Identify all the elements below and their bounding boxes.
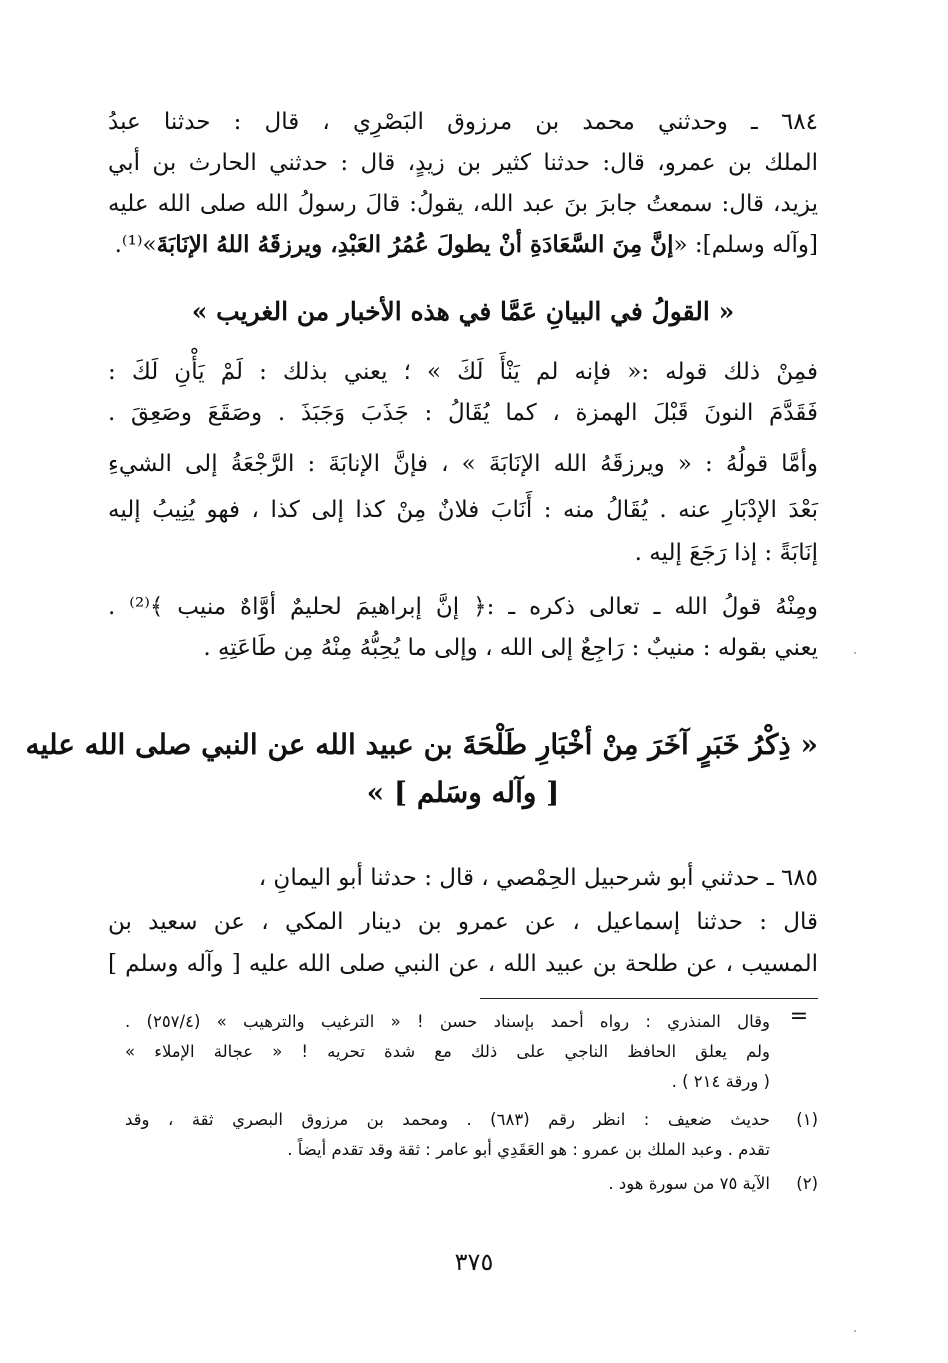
hadith-685-line-1: ٦٨٥ ـ حدثني أبو شرحبيل الحِمْصي ، قال : حدثنا أبو اليمانِ ، [258,865,818,891]
footnote-2-line-1: الآية ٧٥ من سورة هود . [608,1174,770,1193]
footnote-1-line-1: حديث ضعيف : انظر رقم (٦٨٣) . ومحمد بن مرزوق البصري ثقة ، وقد [125,1110,770,1129]
hadith-684-line-3: يزيد، قال: سمعتُ جابرَ بنَ عبد الله، يقولُ: قالَ رسولُ الله صلى الله عليه [108,191,818,217]
footnote-1-number: (١) [796,1110,818,1129]
footnote-cont-line-1: وقال المنذري : رواه أحمد بإسناد حسن ! « الترغيب والترهيب » (٢٥٧/٤) . [125,1012,770,1031]
page-number: ٣٧٥ [454,1248,494,1276]
footnote-cont-line-3: ( ورقة ٢١٤ ) . [671,1072,770,1091]
gloss-line-2: فَقَدَّمَ النونَ قَبْلَ الهمزة ، كما يُقَالُ : جَذَبَ وَجَبَذَ . وصَقَعَ وصَعِقَ . [108,400,818,426]
footnote-separator [480,998,818,999]
gloss-line-5: إنَابَةً : إذا رَجَعَ إليه . [634,540,818,566]
footnote-1-line-2: تقدم . وعبد الملك بن عمرو : هو العَقَدِي أبو عامر : ثقة وقد تقدم أيضاً . [287,1140,770,1159]
gloss-line-3: وأمَّا قولُهُ : « ويرزقَهُ الله الإنَابَةَ » ، فإنَّ الإنابَةَ : الرَّجْعَةُ إلى الشيءِ [108,451,818,477]
hadith-684-matn: إنَّ مِنَ السَّعَادَةِ أنْ يطولَ عُمُرُ العَبْدِ، ويرزقَهُ اللهُ الإنَابَةَ [156,231,674,258]
gloss-line-7: يعني بقوله : منيبٌ : رَاجِعٌ إلى الله ، وإلى ما يُحِبُّهُ مِنْهُ مِن طَاعَتِهِ . [203,635,818,661]
footnote-cont-line-2: ولم يعلق الحافظ الناجي على ذلك مع شدة تحريه ! « عجالة الإملاء » [125,1042,770,1061]
gloss-line-6: ومِنْهُ قولُ الله ـ تعالى ذكره ـ :﴿ إنَّ إبراهيمَ لحليمٌ أوَّاهٌ منيب ﴾⁽²⁾ . [108,594,818,620]
scan-speck [854,1330,856,1332]
hadith-685-line-3: المسيب ، عن طلحة بن عبيد الله ، عن النبي صلى الله عليه [ وآله وسلم ] [108,951,818,977]
scan-speck [854,652,856,654]
hadith-685-line-2: قال : حدثنا إسماعيل ، عن عمرو بن دينار المكي ، عن سعيد بن [108,909,818,935]
footnote-2-number: (٢) [796,1174,818,1193]
gloss-line-1: فمِنْ ذلك قوله :« فإنه لم يَنْأَ لَكَ » ؛ يعني بذلك : لَمْ يَأْنِ لَكَ : [108,359,818,385]
hadith-684-line-2: الملك بن عمرو، قال: حدثنا كثير بن زيدٍ، قال : حدثني الحارث بن أبي [108,150,818,176]
hadith-684-line-4-start: [وآله وسلم]: « [673,232,818,258]
chapter-heading-line-2: [ وآله وسَلم ] » [366,776,560,809]
footnote-continuation-mark: = [789,1004,809,1029]
chapter-heading-line-1: « ذِكْرُ خَبَرٍ آخَرَ مِنْ أخْبَارِ طَلْحَةَ بن عبيد الله عن النبي صلى الله عليه [25,728,818,761]
hadith-684-line-4-end: »⁽¹⁾. [114,232,157,258]
hadith-684-line-4 [108,225,818,265]
section-heading-gharib: « القولُ في البيانِ عَمَّا في هذه الأخبار من الغريب » [191,297,735,326]
hadith-684-line-1: ٦٨٤ ـ وحدثني محمد بن مرزوق البَصْرِي ، قال : حدثنا عبدُ [108,109,818,135]
gloss-line-4: بَعْدَ الإدْبَارِ عنه . يُقَالُ منه : أَنَابَ فلانٌ مِنْ كذا إلى كذا ، فهو يُنِيبُ إليه [108,497,818,523]
